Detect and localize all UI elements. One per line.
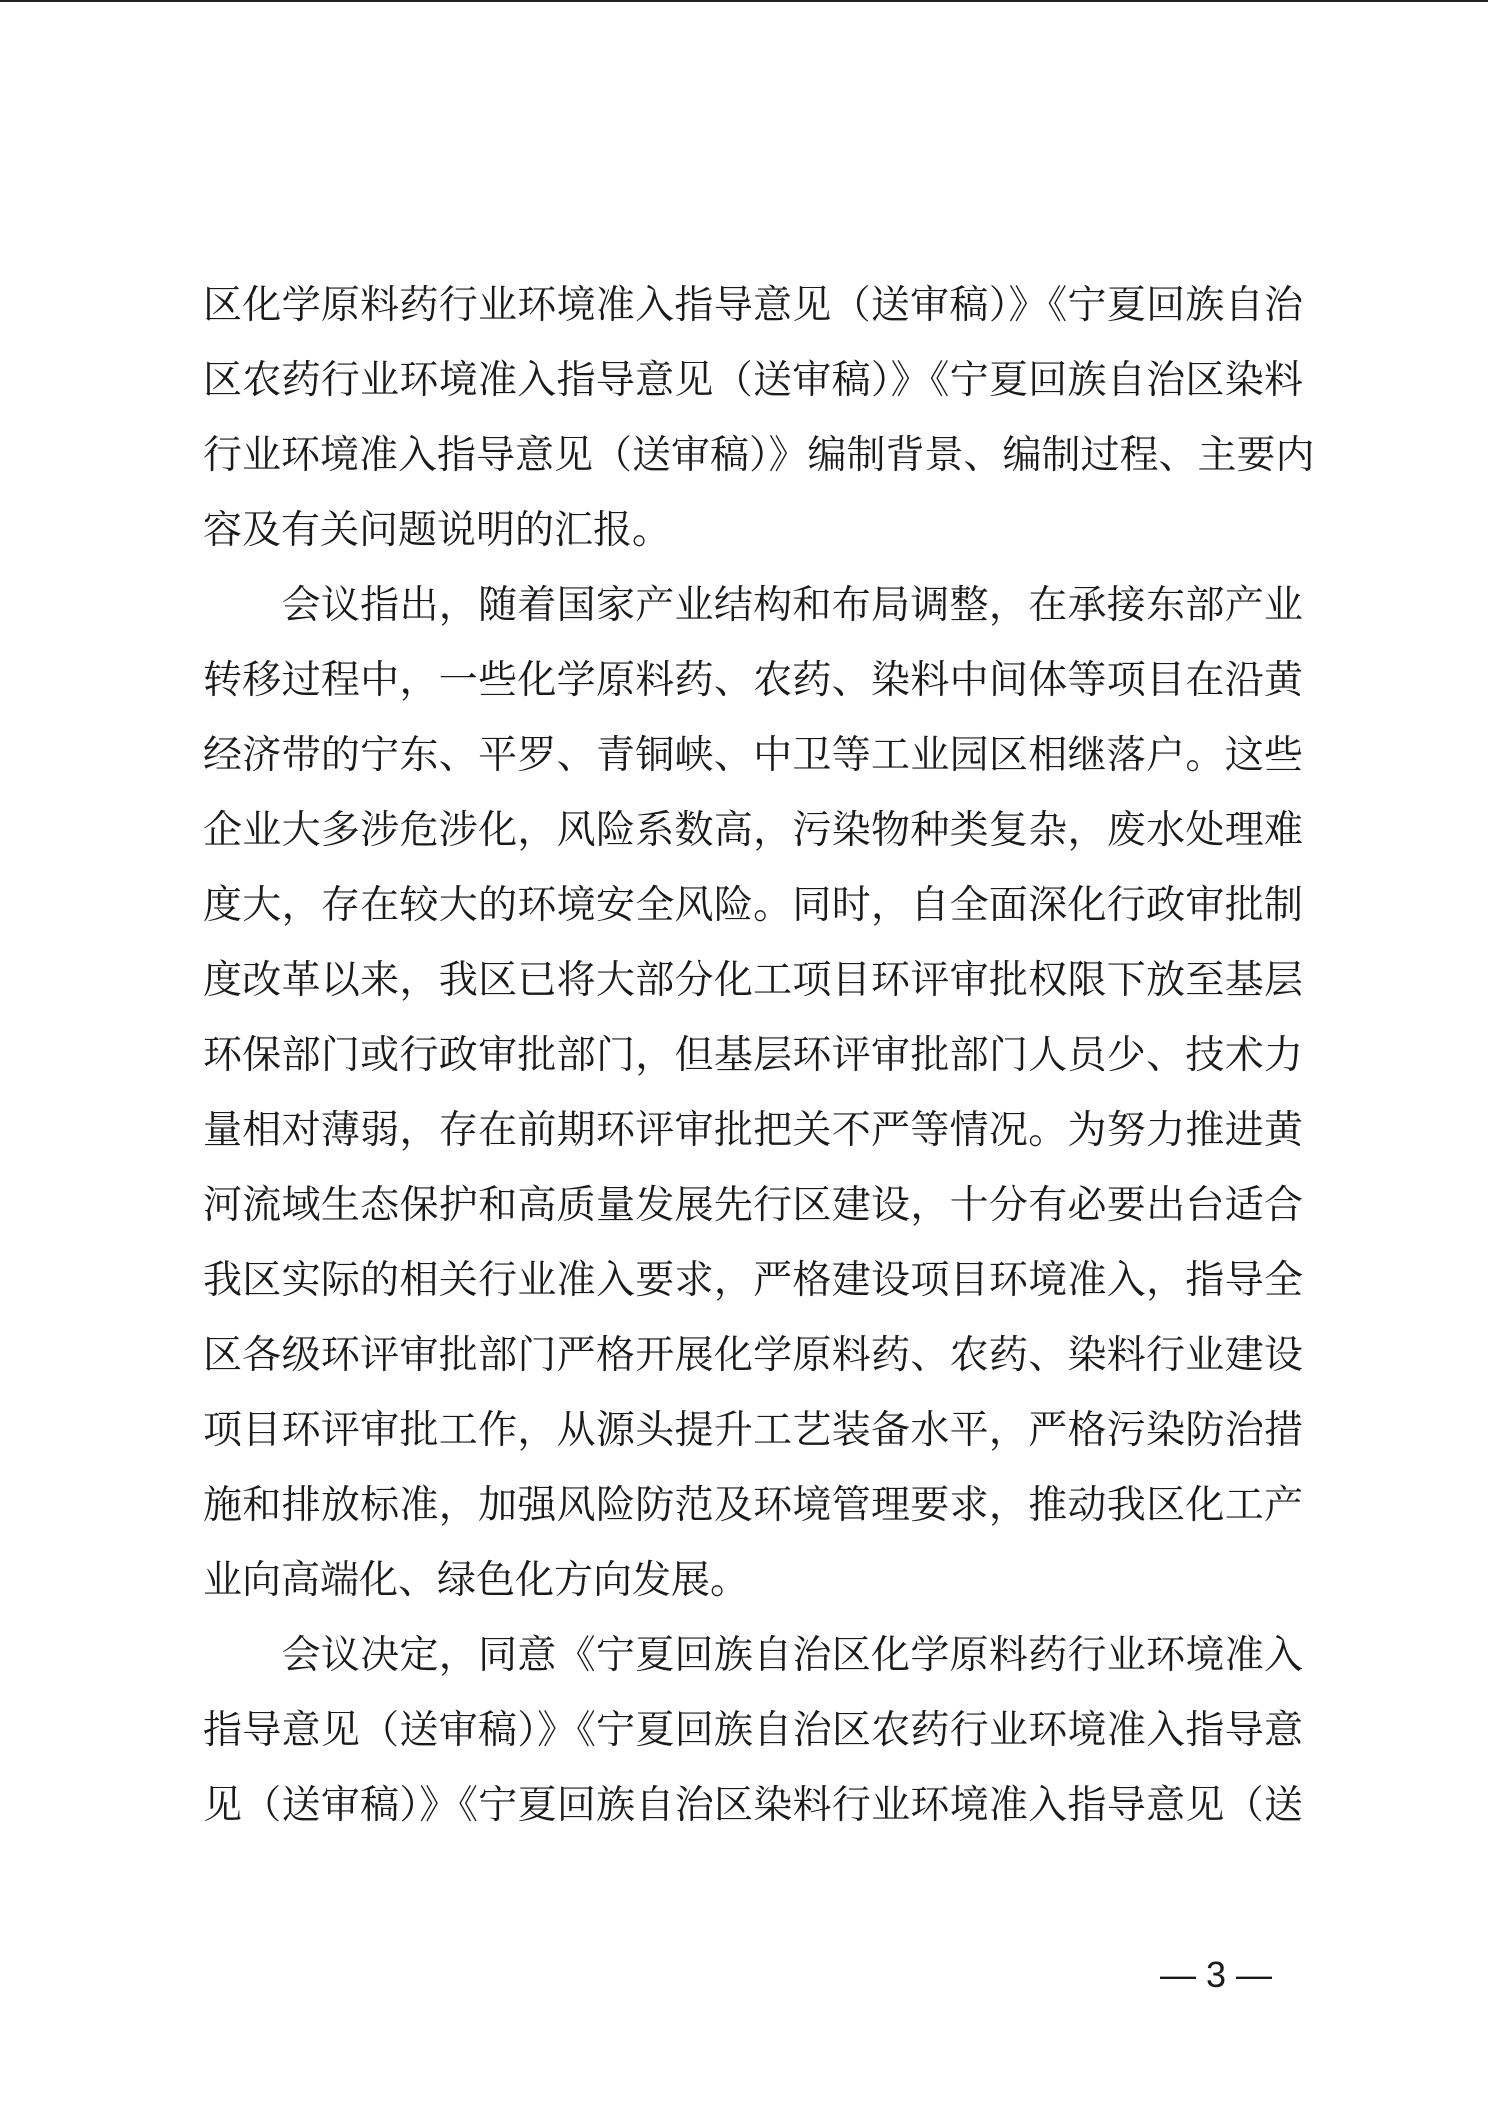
text-line: 区农药行业环境准入指导意见（送审稿）》《宁夏回族自治区染料 bbox=[203, 358, 1303, 403]
text-line: 业向高端化、绿色化方向发展。 bbox=[203, 1558, 750, 1603]
text-line: 指导意见（送审稿）》《宁夏回族自治区农药行业环境准入指导意 bbox=[203, 1708, 1303, 1753]
paragraph-1 bbox=[203, 268, 1315, 568]
text-line: 转移过程中，一些化学原料药、农药、染料中间体等项目在沿黄 bbox=[203, 658, 1303, 703]
document-body bbox=[203, 268, 1315, 1843]
top-border-line bbox=[0, 0, 1488, 2]
text-line: 容及有关问题说明的汇报。 bbox=[203, 508, 672, 553]
text-line: 环保部门或行政审批部门，但基层环评审批部门人员少、技术力 bbox=[203, 1033, 1303, 1078]
text-line: 度大，存在较大的环境安全风险。同时，自全面深化行政审批制 bbox=[203, 883, 1303, 928]
text-line: 区各级环评审批部门严格开展化学原料药、农药、染料行业建设 bbox=[203, 1333, 1303, 1378]
text-line: 见（送审稿）》《宁夏回族自治区染料行业环境准入指导意见（送 bbox=[203, 1783, 1303, 1828]
text-line: 会议决定，同意《宁夏回族自治区化学原料药行业环境准入 bbox=[203, 1633, 1303, 1678]
paragraph-3 bbox=[203, 1618, 1303, 1843]
text-line: 施和排放标准，加强风险防范及环境管理要求，推动我区化工产 bbox=[203, 1483, 1303, 1528]
text-line: 会议指出，随着国家产业结构和布局调整，在承接东部产业 bbox=[203, 583, 1303, 628]
text-line: 经济带的宁东、平罗、青铜峡、中卫等工业园区相继落户。这些 bbox=[203, 733, 1303, 778]
text-line: 河流域生态保护和高质量发展先行区建设，十分有必要出台适合 bbox=[203, 1183, 1303, 1228]
text-line: 我区实际的相关行业准入要求，严格建设项目环境准入，指导全 bbox=[203, 1258, 1303, 1303]
text-line: 企业大多涉危涉化，风险系数高，污染物种类复杂，废水处理难 bbox=[203, 808, 1303, 853]
page-number: — 3 — bbox=[1160, 1954, 1273, 1995]
text-line: 行业环境准入指导意见（送审稿）》编制背景、编制过程、主要内 bbox=[203, 433, 1315, 478]
paragraph-2 bbox=[203, 568, 1303, 1618]
text-line: 度改革以来，我区已将大部分化工项目环评审批权限下放至基层 bbox=[203, 958, 1303, 1003]
text-line: 项目环评审批工作，从源头提升工艺装备水平，严格污染防治措 bbox=[203, 1408, 1303, 1453]
text-line: 区化学原料药行业环境准入指导意见（送审稿）》《宁夏回族自治 bbox=[203, 283, 1303, 328]
text-line: 量相对薄弱，存在前期环评审批把关不严等情况。为努力推进黄 bbox=[203, 1108, 1303, 1153]
